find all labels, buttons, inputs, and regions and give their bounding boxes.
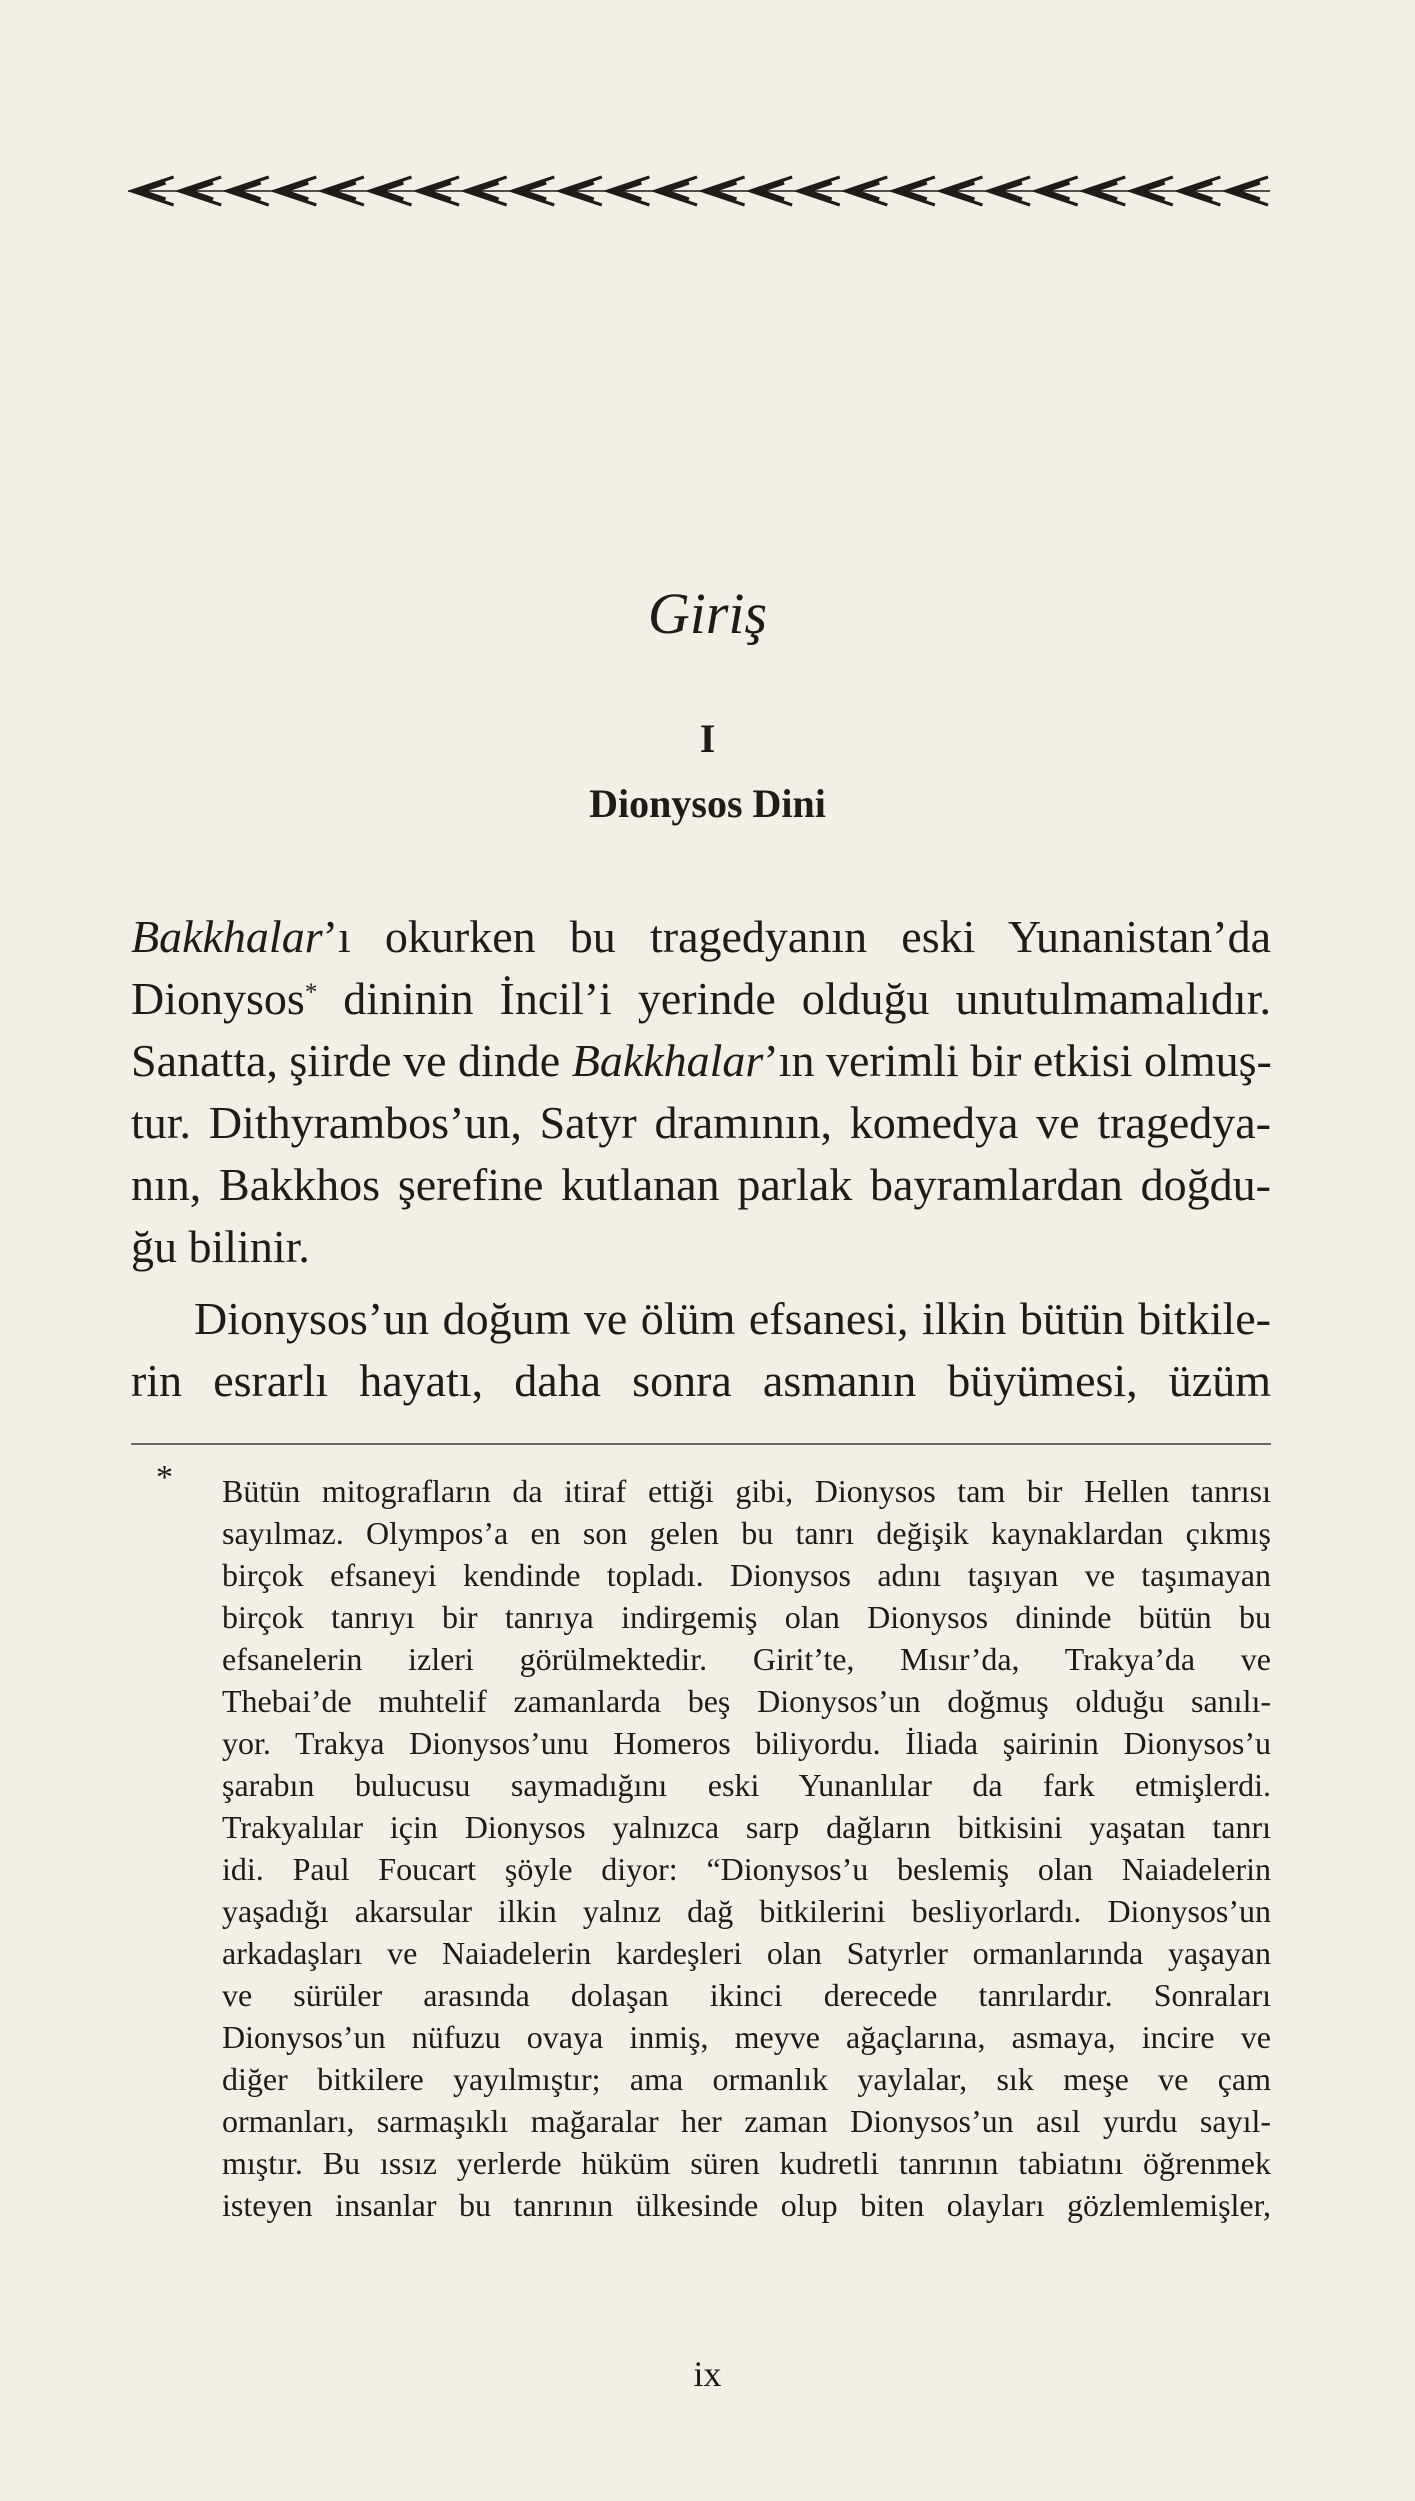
- footnote-line: ormanları, sarmaşıklı mağaralar her zaman Dionysos’un asıl yurdu sayıl-: [222, 2103, 1271, 2139]
- footnote-line: ve sürüler arasında dolaşan ikinci derecede tanrılardır. Sonraları: [222, 1977, 1271, 2013]
- section-title: Dionysos Dini: [589, 781, 826, 826]
- decorative-ornament-border: [128, 173, 1270, 209]
- book-title-italic: Bakkhalar: [571, 1035, 764, 1086]
- footnote-line: şarabın bulucusu saymadığını eski Yunanlılar da fark etmişlerdi.: [222, 1767, 1271, 1803]
- body-line: nın, Bakkhos şerefine kutlanan parlak bayramlardan doğdu-: [131, 1159, 1271, 1210]
- footnote-line: yaşadığı akarsular ilkin yalnız dağ bitkilerini besliyorlardı. Dionysos’un: [222, 1893, 1271, 1929]
- footnote-line: diğer bitkilere yayılmıştır; ama ormanlık yaylalar, sık meşe ve çam: [222, 2061, 1271, 2097]
- body-text: Dionysos: [131, 973, 305, 1024]
- footnote-line: Thebai’de muhtelif zamanlarda beş Dionysos’un doğmuş olduğu sanılı-: [222, 1683, 1271, 1719]
- footnote-line: mıştır. Bu ıssız yerlerde hüküm süren kudretli tanrının tabiatını öğrenmek: [222, 2145, 1271, 2181]
- footnote-line: sayılmaz. Olympos’a en son gelen bu tanrı değişik kaynaklardan çıkmış: [222, 1515, 1271, 1551]
- body-line: Dionysos’un doğum ve ölüm efsanesi, ilkin bütün bitkile-: [194, 1293, 1271, 1344]
- chapter-title: Giriş: [647, 581, 768, 646]
- body-line: tur. Dithyrambos’un, Satyr dramının, komedya ve tragedya-: [131, 1097, 1271, 1148]
- body-text: ’ın verimli bir etkisi olmuş-: [763, 1035, 1272, 1086]
- footnote-divider: [131, 1443, 1271, 1445]
- footnote-line: Dionysos’un nüfuzu ovaya inmiş, meyve ağaçlarına, asmaya, incire ve: [222, 2019, 1271, 2055]
- footnote-line: Trakyalılar için Dionysos yalnızca sarp dağların bitkisini yaşatan tanrı: [222, 1809, 1271, 1845]
- body-text: Sanatta, şiirde ve dinde: [131, 1035, 572, 1086]
- body-line: ğu bilinir.: [131, 1221, 310, 1272]
- footnote-line: birçok tanrıyı bir tanrıya indirgemiş olan Dionysos dininde bütün bu: [222, 1599, 1271, 1635]
- book-title-italic: Bakkhalar: [131, 911, 323, 962]
- page-number: ix: [693, 2354, 722, 2394]
- footnote-line: idi. Paul Foucart şöyle diyor: “Dionysos’u beslemiş olan Naiadelerin: [222, 1851, 1271, 1887]
- footnote-reference[interactable]: *: [304, 979, 318, 1006]
- body-text: dininin İncil’i yerinde olduğu unutulmamalıdır.: [317, 973, 1271, 1024]
- body-line: [131, 1030, 1271, 1092]
- section-number: I: [699, 716, 716, 761]
- body-text: ’ı okurken bu tragedyanın eski Yunanistan’da: [322, 911, 1271, 962]
- body-line: [131, 906, 1271, 968]
- footnote-line: yor. Trakya Dionysos’unu Homeros biliyordu. İliada şairinin Dionysos’u: [222, 1725, 1271, 1761]
- body-line: [131, 968, 1271, 1030]
- footnote-line: Bütün mitografların da itiraf ettiği gibi, Dionysos tam bir Hellen tanrısı: [222, 1473, 1271, 1509]
- footnote-line: isteyen insanlar bu tanrının ülkesinde olup biten olayları gözlemlemişler,: [222, 2187, 1271, 2223]
- body-line: rin esrarlı hayatı, daha sonra asmanın büyümesi, üzüm: [131, 1355, 1271, 1406]
- footnote-line: efsanelerin izleri görülmektedir. Girit’te, Mısır’da, Trakya’da ve: [222, 1641, 1271, 1677]
- footnote-marker: *: [156, 1459, 173, 1496]
- footnote-line: arkadaşları ve Naiadelerin kardeşleri olan Satyrler ormanlarında yaşayan: [222, 1935, 1271, 1971]
- footnote-line: birçok efsaneyi kendinde topladı. Dionysos adını taşıyan ve taşımayan: [222, 1557, 1271, 1593]
